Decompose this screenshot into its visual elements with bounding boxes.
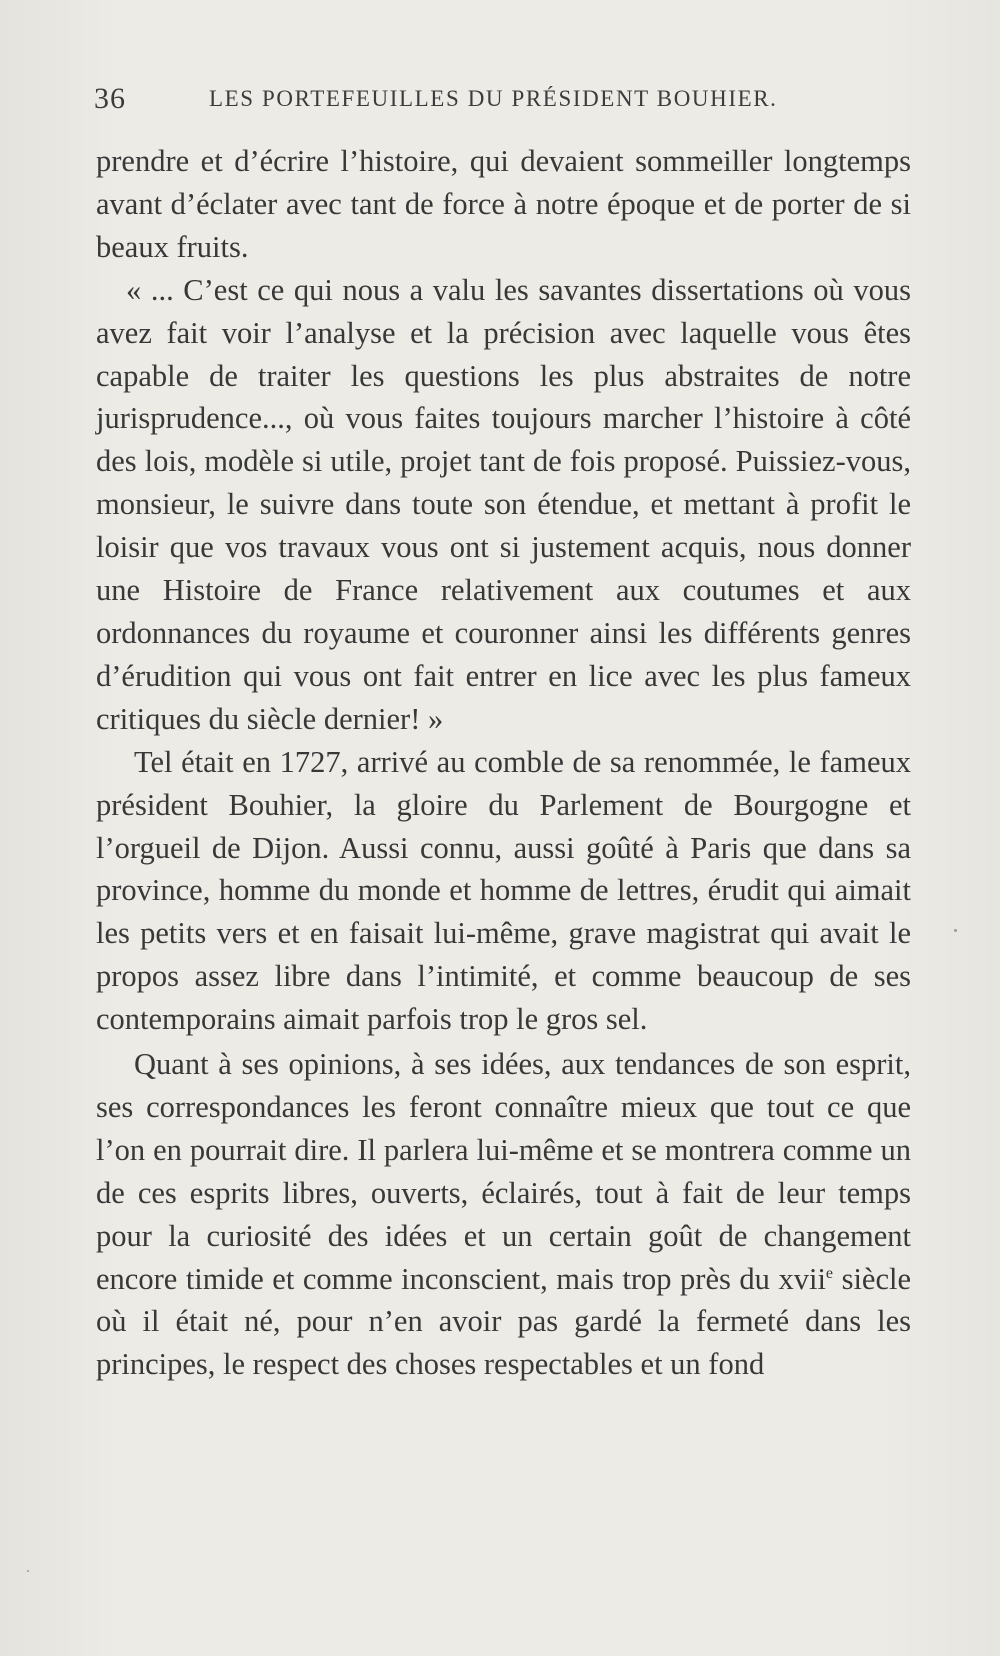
paper-speck (27, 1570, 29, 1572)
page-body (96, 140, 911, 1386)
century-superscript: e (825, 1264, 834, 1282)
running-title: LES PORTEFEUILLES DU PRÉSIDENT BOUHIER. (209, 86, 778, 111)
paragraph-opinions-text-end: siècle où il était né, pour n’en avoir pas gardé la fermeté dans les principes, le respect des choses respectables et un fond (96, 1261, 912, 1382)
paragraph-opinions-text-start: Quant à ses opinions, à ses idées, aux tendances de son esprit, ses correspondances les feront connaître mieux que tout ce que l’on en pourrait dire. Il parlera lui-même et se montrera comme un de ces esprits libres, ouverts, éclairés, tout à fait de leur temps pour la curiosité des idées et un certain goût de changement encore timide et comme inconscient, mais trop près du (96, 1047, 911, 1296)
paragraph-quotation: « ... C’est ce qui nous a valu les savantes dissertations où vous avez fait voir l’analyse et la précision avec laquelle vous êtes capable de traiter les questions les plus abstraites de notre jurisprudence..., où vous faites toujours marcher l’histoire à côté des lois, modèle si utile, projet tant de fois proposé. Puissiez-vous, monsieur, le suivre dans toute son étendue, et mettant à profit le loisir que vos travaux vous ont si justement acquis, nous donner une Histoire de France relativement aux coutumes et aux ordonnances du royaume et couronner ainsi les différents genres d’érudition qui vous ont fait entrer en lice avec les plus fameux critiques du siècle dernier! » (96, 272, 911, 736)
paragraph-portrait: Tel était en 1727, arrivé au comble de sa renommée, le fameux président Bouhier, la gloire du Parlement de Bourgogne et l’orgueil de Dijon. Aussi connu, aussi goûté à Paris que dans sa province, homme du monde et homme de lettres, érudit qui aimait les petits vers et en faisait lui-même, grave magistrat qui avait le propos assez libre dans l’intimité, et comme beaucoup de ses contemporains aimait parfois trop le gros sel. (96, 744, 911, 1037)
page-number: 36 (94, 82, 126, 115)
paragraph-opinions (96, 1043, 911, 1386)
century-numeral: xvii (778, 1261, 826, 1296)
running-header (94, 82, 914, 122)
paper-speck (954, 929, 957, 932)
paragraph-continued: prendre et d’écrire l’histoire, qui devaient sommeiller longtemps avant d’éclater avec tant de force à notre époque et de porter de si beaux fruits. (96, 144, 911, 264)
